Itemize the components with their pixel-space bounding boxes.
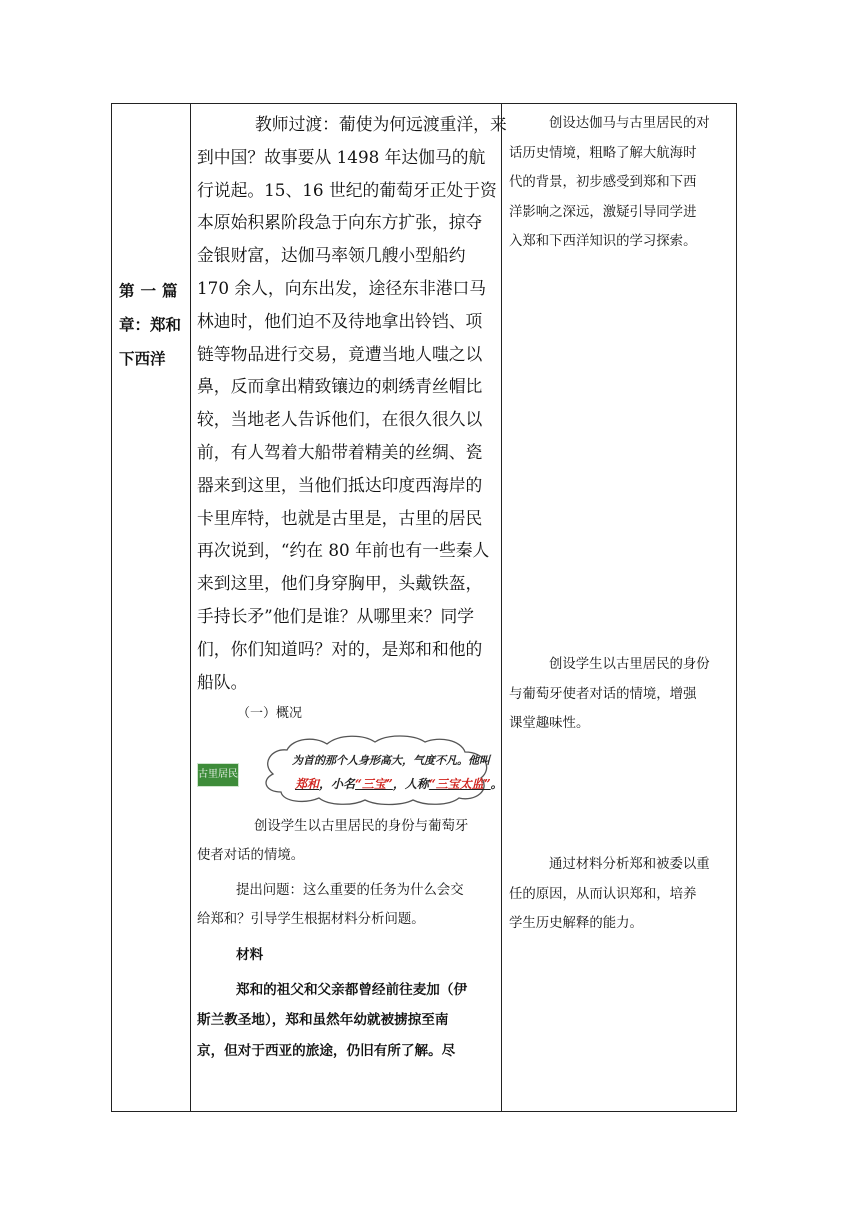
text-line: 创设学生以古里居民的身份与葡萄牙 [254, 819, 469, 835]
highlight-nickname: “三宝” [355, 777, 393, 792]
text-line: 洋影响之深远，激疑引导同学进 [509, 204, 697, 220]
text-line: 课堂趣味性。 [509, 716, 590, 731]
text-line: 京，但对于西亚的旅途，仍旧有所了解。尽 [197, 1042, 456, 1059]
design-intent-1 [509, 109, 731, 257]
design-intent-2 [509, 650, 731, 739]
highlight-title: “三宝太监” [428, 777, 491, 792]
cloud-bubble-icon [253, 734, 495, 806]
text-line: 与葡萄牙使者对话的情境，增强 [509, 686, 697, 702]
text-line: 来到这里，他们身穿胸甲，头戴铁盔， [197, 573, 483, 594]
text-line: 行说起。15、16 世纪的葡萄牙正处于资 [197, 179, 497, 200]
text-line: 到中国？故事要从 1498 年达伽马的航 [197, 146, 486, 167]
chapter-line: 下西洋 [119, 350, 166, 368]
material-label: 材料 [236, 947, 264, 964]
lesson-table [111, 103, 737, 1112]
text-line: 任的原因，从而认识郑和，培养 [509, 886, 697, 902]
section-label: （一）概况 [237, 706, 303, 722]
bubble-text: 为首的那个人身形高大，气度不凡。他叫 [292, 754, 490, 768]
text-line: 再次说到，“约在 80 年前也有一些秦人 [197, 540, 490, 561]
bubble-text-part: ，小名 [319, 777, 356, 792]
text-line: 前，有人驾着大船带着精美的丝绸、瓷 [197, 441, 483, 462]
text-line: 鼻，反而拿出精致镶边的刺绣青丝帽比 [197, 376, 483, 397]
text-line: 话历史情境，粗略了解大航海时 [509, 145, 697, 161]
text-line: 教师过渡：葡使为何远渡重洋，来 [255, 114, 507, 134]
text-line: 创设学生以古里居民的身份 [549, 657, 710, 672]
intro-paragraph [197, 108, 507, 698]
text-line: 船队。 [197, 671, 248, 692]
text-line: 通过材料分析郑和被委以重 [549, 857, 710, 872]
material-paragraph [197, 975, 494, 1067]
column-divider [190, 104, 191, 1111]
text-line: 使者对话的情境。 [197, 848, 305, 864]
text-line: 170 余人，向东出发，途径东非港口马 [197, 277, 487, 298]
text-line: 本原始积累阶段急于向东方扩张，掠夺 [197, 212, 483, 233]
highlight-name: 郑和 [295, 777, 320, 792]
text-line: 金银财富，达伽马率领几艘小型船约 [197, 245, 466, 266]
speaker-tag: 古里居民 [197, 763, 239, 787]
text-line: 代的背景，初步感受到郑和下西 [509, 175, 697, 190]
text-line: 链等物品进行交易，竟遭当地人嗤之以 [197, 343, 483, 364]
bubble-text-part: ，人称 [392, 777, 429, 792]
scenario-paragraph [197, 812, 494, 870]
text-line: 较，当地老人告诉他们，在很久很久以 [197, 409, 483, 430]
speech-bubble-image [197, 734, 503, 806]
bubble-text-line2 [295, 775, 503, 792]
text-line: 手持长矛”他们是谁？从哪里来？同学 [197, 605, 475, 626]
text-line: 们，你们知道吗？对的，是郑和和他的 [197, 638, 483, 659]
text-line: 卡里库特，也就是古里是，古里的居民 [197, 507, 483, 528]
text-line: 创设达伽马与古里居民的对 [549, 116, 710, 131]
text-line: 学生历史解释的能力。 [509, 916, 643, 931]
text-line: 提出问题：这么重要的任务为什么会交 [236, 883, 464, 899]
column-divider [501, 104, 502, 1111]
text-line: 郑和的祖父和父亲都曾经前往麦加（伊 [236, 981, 468, 998]
chapter-cell [112, 274, 190, 376]
text-line: 林迪时，他们迫不及待地拿出铃铛、项 [197, 310, 483, 331]
text-line: 斯兰教圣地），郑和虽然年幼就被掳掠至南 [197, 1012, 449, 1029]
text-line: 器来到这里，当他们抵达印度西海岸的 [197, 474, 483, 495]
activity-cell [197, 108, 507, 1066]
bubble-text-part: 。 [490, 777, 503, 792]
chapter-line: 章：郑和 [119, 316, 182, 334]
chapter-line: 第一篇 [119, 282, 184, 300]
text-line: 给郑和？引导学生根据材料分析问题。 [197, 912, 425, 928]
design-intent-3 [509, 850, 731, 939]
question-paragraph [197, 876, 494, 934]
text-line: 入郑和下西洋知识的学习探索。 [509, 234, 697, 249]
